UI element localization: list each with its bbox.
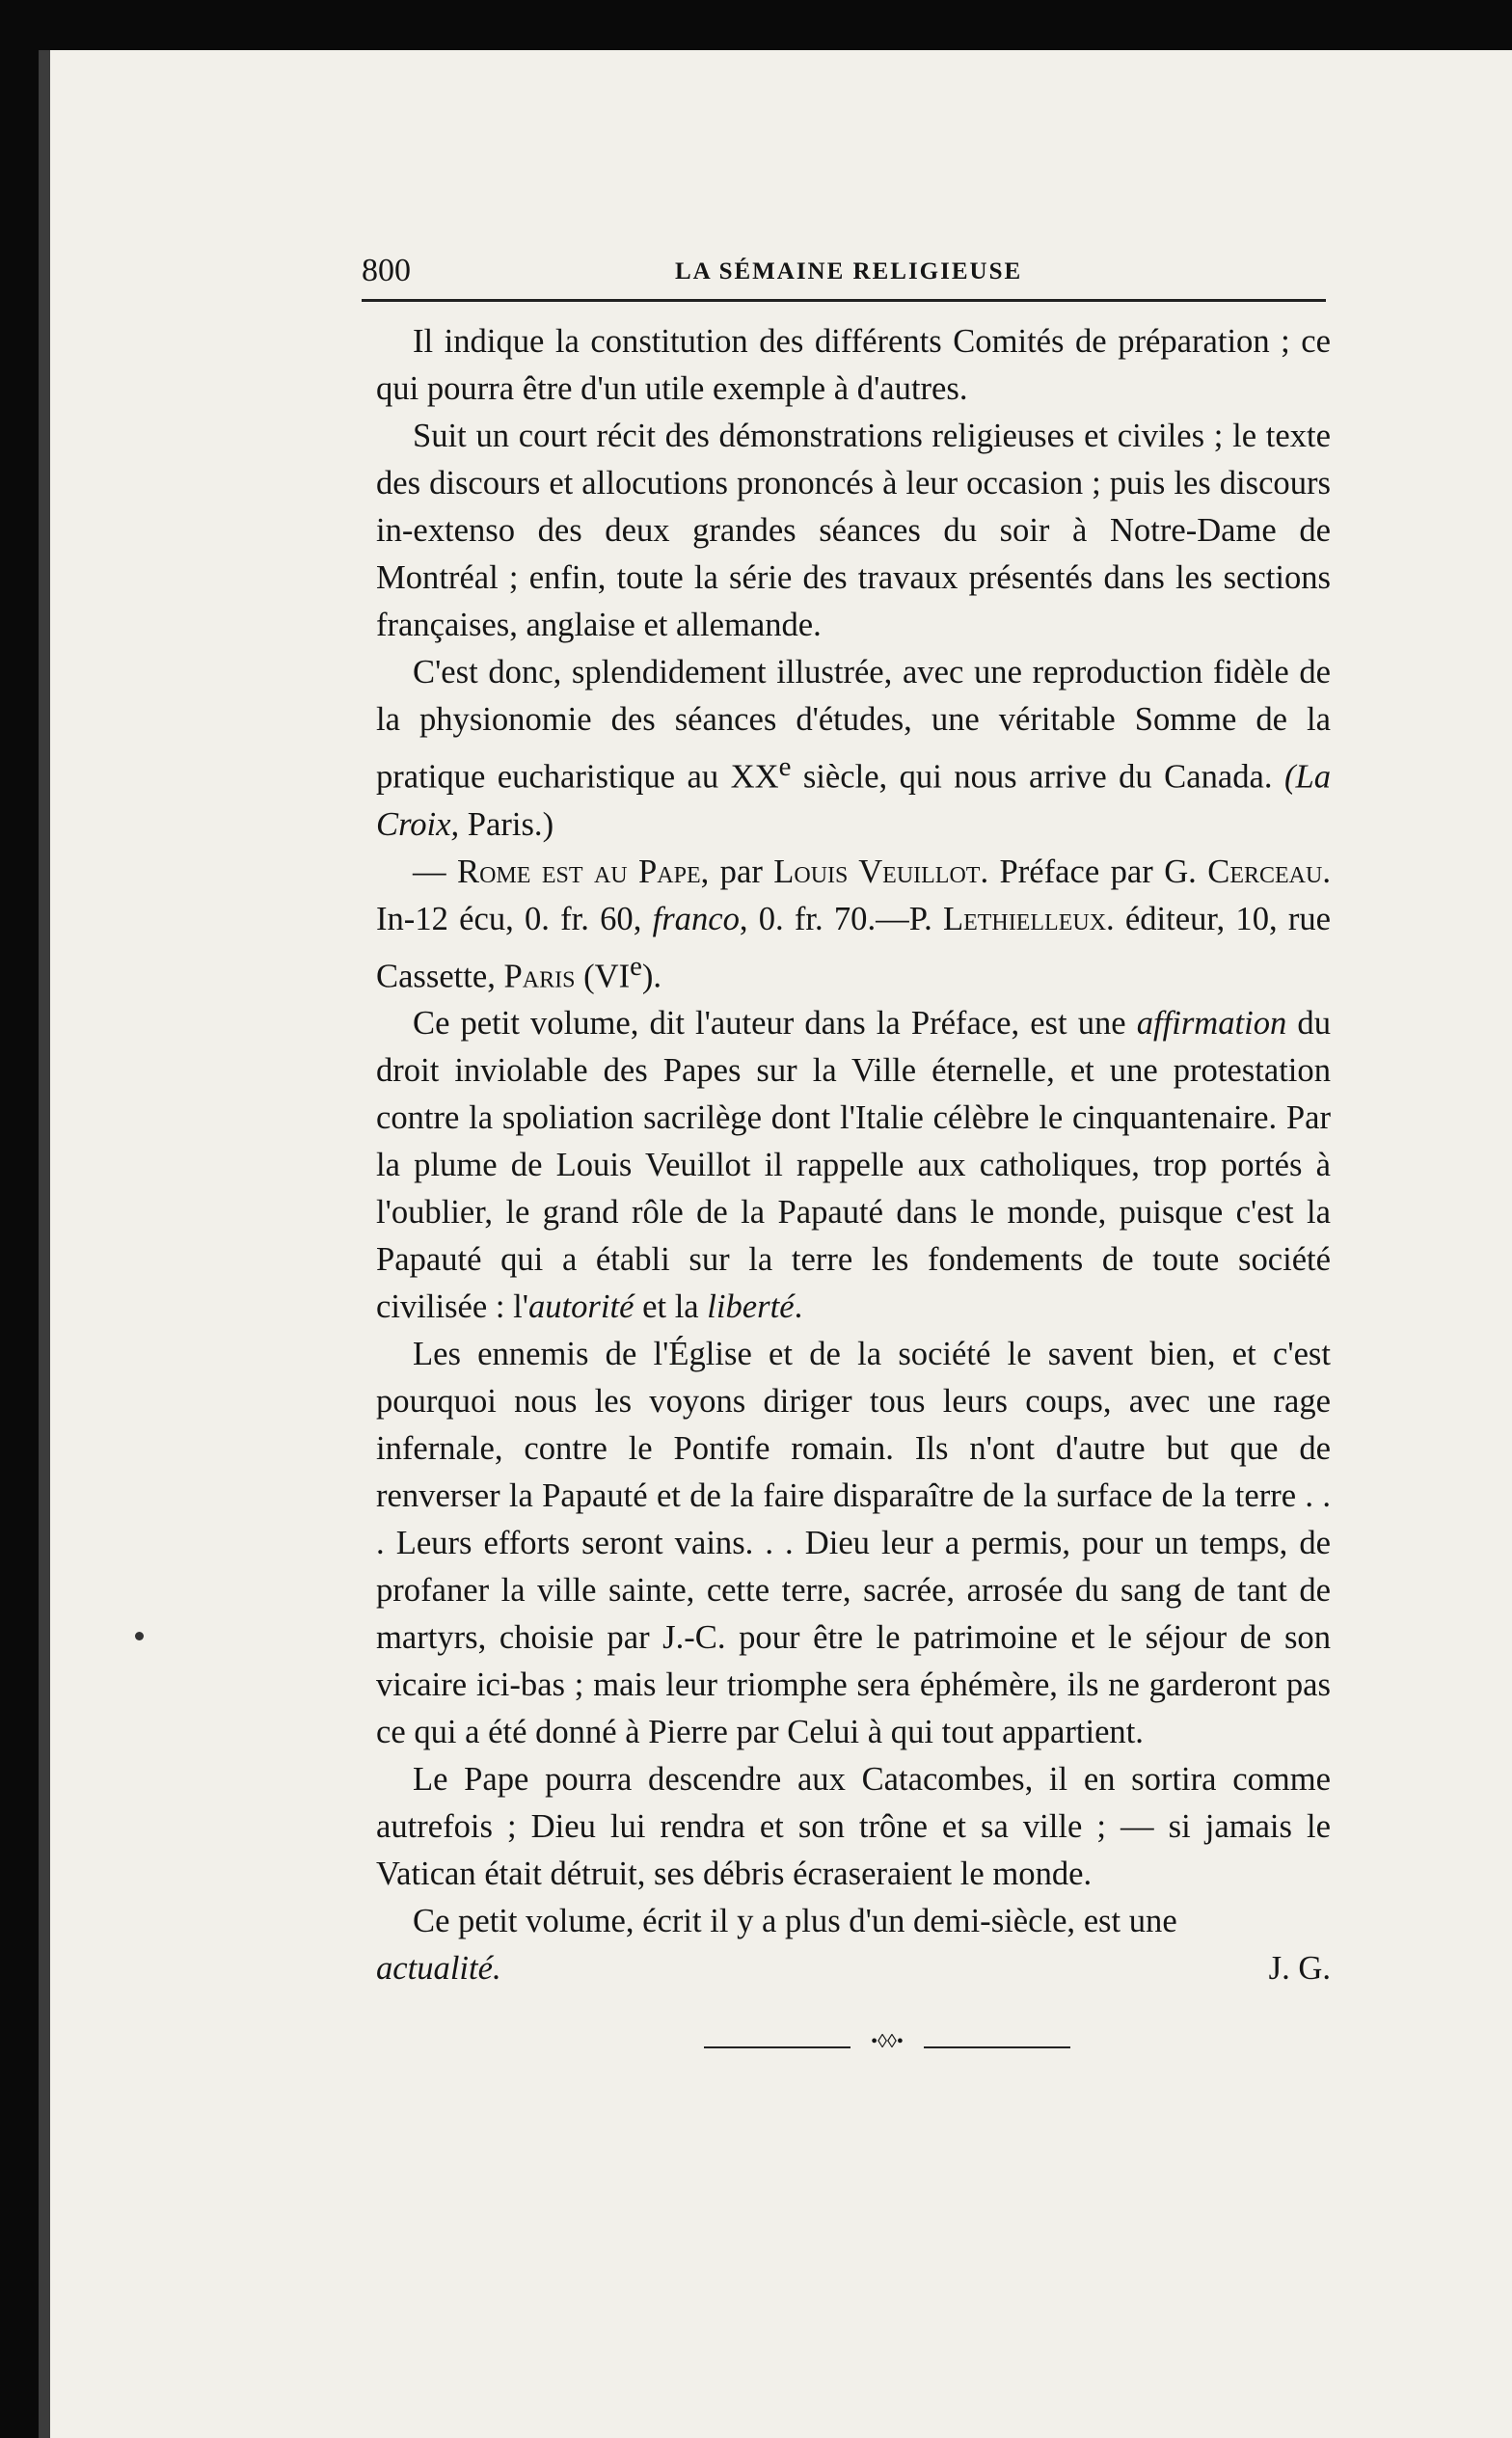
paragraph-3-text-a: C'est donc, splendidement illustrée, avec une reproduction fidèle de la physionomie des séances d'études, une véritable Somme de la pratique eucharistique au XX [376,654,1331,796]
notice-text: , 0. fr. 70.—P. [739,900,943,937]
paragraph-5-text-d: . [794,1288,803,1326]
emphasis: affirmation [1136,1005,1287,1043]
signature: J. G. [1268,1950,1331,1988]
closing-emphasis: actualité. [376,1950,501,1988]
paragraph-6: Les ennemis de l'Église et de la société le savent bien, et c'est pourquoi nous les voyons diriger tous leurs coups, avec une rage infernale, contre le Pontife romain. Ils n'ont d'autre but que de renverser la Papauté et de la faire disparaître de la surface de la terre . . . Leurs efforts seront vains. . . Dieu leur a permis, pour un temps, de profaner la ville sainte, cette terre, sacrée, arrosée du sang de tant de martyrs, choisie par J.-C. pour être le patrimoine et le séjour de son vicaire ici-bas ; mais leur triomphe sera éphémère, ils ne garderont pas ce qui a été donné à Pierre par Celui à qui tout appartient. [376,1336,1331,1751]
publisher-city: Paris [503,958,576,995]
book-title: Rome est au Pape [457,853,701,890]
paragraph-1: Il indique la constitution des différents Comités de préparation ; ce qui pourra être d'un utile exemple à d'autres. [376,323,1331,407]
running-head: LA SÉMAINE RELIGIEUSE [675,258,1023,284]
ornament-line-left [704,2046,850,2048]
preface-author: Cerceau [1207,853,1323,890]
notice-text: . éditeur, 10, rue Cassette, [376,900,1332,995]
publisher: Lethielleux [942,900,1107,937]
paragraph-7: Le Pape pourra descendre aux Catacombes, il en sortira comme autrefois ; Dieu lui rendra et son trône et sa ville ; — si jamais le Vatican était détruit, ses débris écraseraient le monde. [376,1761,1331,1893]
superscript: e [778,751,792,782]
paragraph-5-text-c: et la [634,1288,708,1326]
notice-text: . In-12 écu, 0. fr. 60, [376,853,1331,937]
closing-line [376,1945,1331,1992]
book-notice [376,849,1331,1001]
notice-text: , par [700,853,774,890]
emphasis: autorité [527,1288,634,1326]
paragraph-5-text-a: Ce petit volume, dit l'auteur dans la Préface, est une [413,1005,1137,1043]
paragraph-3 [376,649,1331,849]
paragraph-8: Ce petit volume, écrit il y a plus d'un demi-siècle, est une [413,1903,1177,1940]
paragraph-3-text-b: siècle, qui nous arrive du Canada. [791,758,1284,796]
ornament-line-right [924,2046,1070,2048]
margin-dot [135,1632,144,1640]
superscript: e [630,950,642,982]
header-rule [362,299,1326,302]
body-text [376,318,1331,1992]
paragraph-5 [376,1000,1331,1331]
notice-text: . Préface par G. [980,853,1208,890]
paragraph-2: Suit un court récit des démonstrations religieuses et civiles ; le texte des discours et allocutions prononcés à leur occasion ; puis les discours in-extenso des deux grandes séances du soir à Notre-Dame de Montréal ; enfin, toute la série des travaux présentés dans les sections françaises, anglaise et allemande. [376,418,1331,643]
franco-term: franco [652,900,740,937]
ornament-glyph: •◊◊• [871,2031,904,2052]
section-ornament [704,2031,1070,2056]
paragraph-3-text-c: Paris.) [459,805,554,843]
notice-text: ). [641,958,662,995]
book-author: Louis Veuillot [773,853,981,890]
emphasis: liberté [707,1288,795,1326]
notice-dash: — [413,853,458,890]
source-citation: (La Croix, [376,758,1331,843]
page-number: 800 [362,253,411,288]
page-header [362,253,1334,301]
notice-text: (VI [575,958,631,995]
paragraph-5-text-b: du droit inviolable des Papes sur la Ville éternelle, et une protestation contre la spoliation sacrilège dont l'Italie célèbre le cinquantenaire. Par la plume de Louis Veuillot il rappelle aux catholiques, trop portés à l'oublier, le grand rôle de la Papauté dans le monde, puisque c'est la Papauté qui a établi sur la terre les fondements de toute société civilisée : l' [376,1005,1331,1326]
